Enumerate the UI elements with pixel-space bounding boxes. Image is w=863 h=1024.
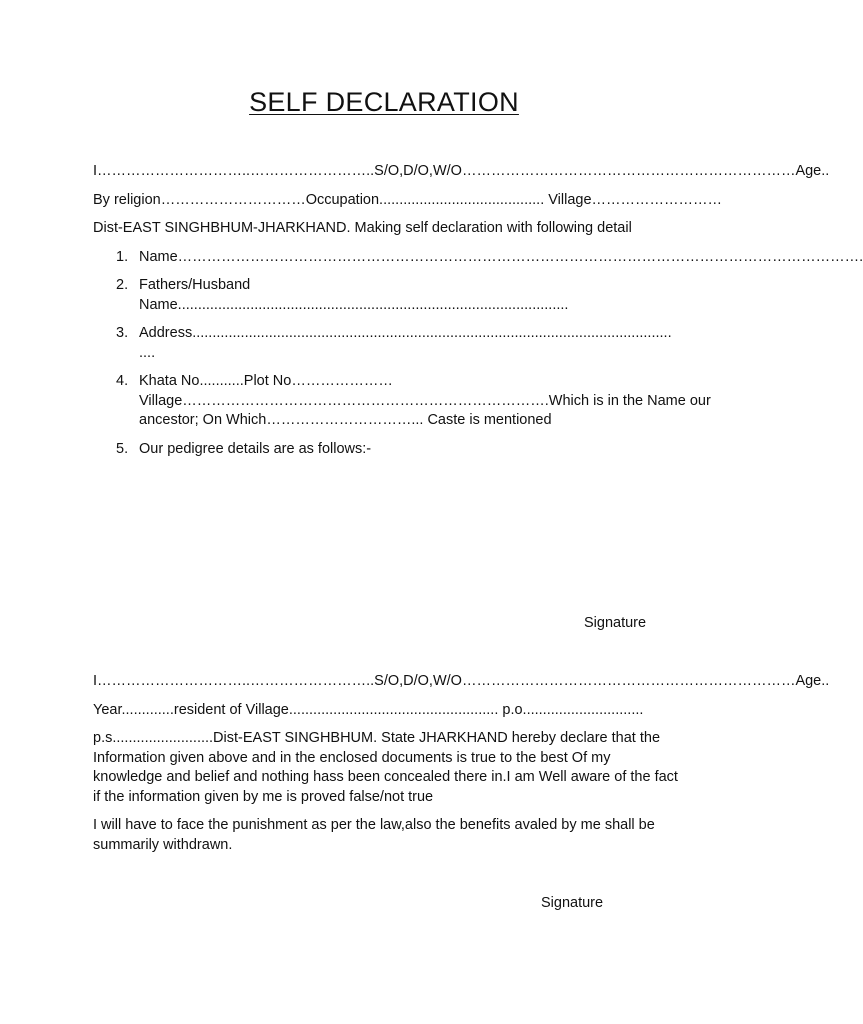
list-item-number: 4.: [116, 373, 129, 389]
list-item-text: Name…………………………………………………………………………………………………………………………….: [139, 249, 863, 265]
list-item-text: ....: [139, 344, 156, 361]
list-item-number: 2.: [116, 277, 129, 293]
list-item-body: [139, 324, 679, 363]
list-item-number: 3.: [116, 325, 129, 341]
signature-label: Signature: [584, 615, 647, 631]
year-village-line: Year.............resident of Village.................................................... p.o..............................: [93, 702, 644, 718]
declarant-name-line: I…………………………..……………………..S/O,D/O,W/O……………………………………………………………Age..: [93, 163, 830, 179]
signature-label-2: Signature: [541, 895, 604, 911]
declarant-name-line-2: I…………………………..……………………..S/O,D/O,W/O……………………………………………………………Age..: [93, 673, 830, 689]
declaration-paragraph: p.s.........................Dist-EAST SINGHBHUM. State JHARKHAND hereby declare that the Information given above and in the enclosed documents is true to the best Of my knowledge and belief and nothing hass been concealed there in.I am Well aware of the fact if the information given by me is proved false/not true: [93, 730, 678, 805]
list-item-body: [139, 276, 679, 315]
list-item-text: Village………………………………………………………………….Which is in the Name our: [139, 392, 711, 409]
list-item-text: Fathers/Husband: [139, 277, 251, 293]
religion-occupation-line: By religion…………………………Occupation......................................... Village………………………: [93, 192, 723, 208]
list-item-text: Address.......................................................................................................................: [139, 325, 672, 341]
list-item-text: Name.................................................................................................: [139, 296, 569, 313]
list-item-number: 1.: [116, 249, 129, 265]
district-declaration-line: Dist-EAST SINGHBHUM-JHARKHAND. Making self declaration with following detail: [93, 220, 632, 236]
punishment-paragraph: I will have to face the punishment as per the law,also the benefits avaled by me shall be summarily withdrawn.: [93, 817, 655, 853]
list-item-number: 5.: [116, 441, 129, 457]
list-item-body: [139, 372, 711, 431]
list-item-text: Our pedigree details are as follows:-: [139, 441, 372, 457]
page-title: SELF DECLARATION: [249, 87, 519, 117]
list-item-text: ancestor; On Which…………………………... Caste is mentioned: [139, 412, 552, 428]
list-item-text: Khata No...........Plot No…………………: [139, 373, 393, 389]
